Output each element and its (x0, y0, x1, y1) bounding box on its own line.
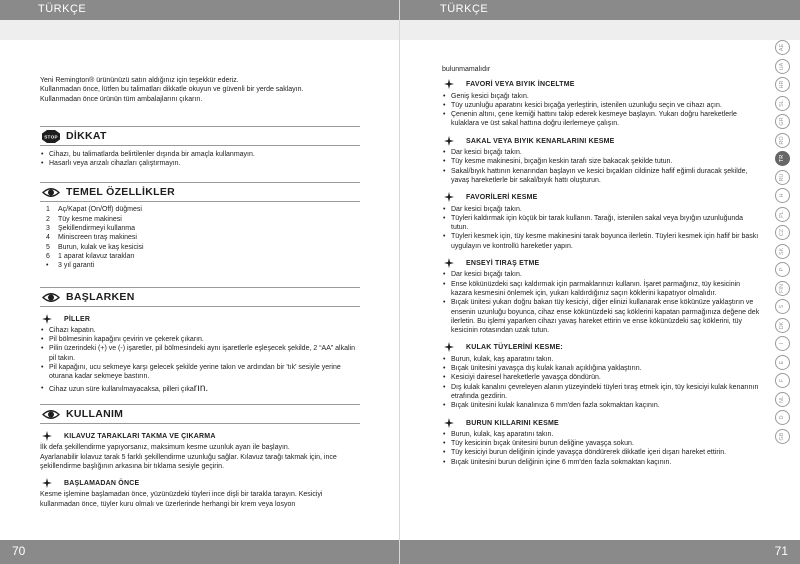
guide-combs-text-2: Ayarlanabilir kılavuz tarak 5 farklı şekillendirme uzunluğu sağlar. Kılavuz tarağı takmak için, ince şekillendirme başlığının arkasına bir tıklama sesiyle geçirin. (40, 453, 337, 470)
sparkle-icon (444, 418, 454, 428)
header-subbar-right (400, 20, 800, 40)
language-tab-gb[interactable]: GB (775, 429, 790, 444)
language-tab-sl[interactable]: SL (775, 96, 790, 111)
caution-heading (40, 126, 360, 146)
features-heading (40, 182, 360, 202)
continuation-text: bulunmamalıdır (442, 66, 491, 73)
language-tab-ae[interactable]: AE (775, 40, 790, 55)
header-bar-right (400, 0, 800, 20)
feature-item-4: 4 Miniscreen tıraş makinesi (46, 234, 137, 242)
language-tab-i[interactable]: I (775, 336, 790, 351)
footer-bar-left (0, 540, 400, 564)
language-tab-cz[interactable]: CZ (775, 225, 790, 240)
feature-item-5: 5 Burun, kulak ve kaş kesicisi (46, 243, 144, 251)
list-item: • Cihazı kapatın. (40, 326, 360, 335)
list-item: • Tüy kesiciyi burun deliğinin içinde yavaşça döndürerek dikkatle içeri dışarı hareket ettirin. (442, 448, 760, 457)
caution-list (40, 150, 360, 169)
language-tab-p[interactable]: P (775, 262, 790, 277)
guide-combs-heading: KILAVUZ TARAKLARI TAKMA VE ÇIKARMA (40, 432, 360, 441)
list-item: • Bıçak ünitesini burun deliğinin içine 6 mm'den fazla sokmaktan kaçının. (442, 458, 760, 467)
sparkle-icon (42, 478, 52, 488)
sparkle-icon (444, 192, 454, 202)
eye-icon (42, 408, 60, 421)
guide-combs-text-1: İlk defa şekillendirme yapıyorsanız, maksimum kesme uzunluk ayarı ile başlayın. (40, 444, 290, 452)
getting-started-title: BAŞLARKEN (66, 290, 135, 303)
intro-line-3: Kullanmadan önce ürünün tüm ambalajlarını çıkarın. (40, 95, 203, 103)
list-item: • Hasarlı veya arızalı cihazları çalıştırmayın. (40, 159, 360, 168)
list-item: • Pil bölmesinin kapağını çevirin ve çekerek çıkarın. (40, 335, 360, 344)
feature-item-3: 3 Şekillendirmeyi kullanma (46, 225, 136, 233)
intro-line-2: Kullanmadan önce, lütfen bu talimatları dikkatle okuyun ve güvenli bir yerde saklayın. (40, 86, 304, 94)
list-item: • Tüyleri kaldırmak için küçük bir tarak kullanın. Tarağı, istenilen sakal veya bıyığın uzunluğunda tutun. (442, 214, 760, 233)
intro-line-1: Yeni Remington® ürününüzü satın aldığınız için teşekkür ederiz. (40, 77, 239, 84)
language-title-left: TÜRKÇE (38, 3, 87, 15)
section-heading: SAKAL VEYA BIYIK KENARLARINI KESME (442, 137, 760, 146)
language-title-right: TÜRKÇE (440, 3, 489, 15)
sparkle-icon (444, 342, 454, 352)
sparkle-icon (444, 79, 454, 89)
language-tab-ro[interactable]: RO (775, 133, 790, 148)
usage-heading (40, 404, 360, 424)
language-tab-dk[interactable]: DK (775, 318, 790, 333)
list-item: • Tüy kesme makinesini, bıçağın keskin tarafı size bakacak şekilde tutun. (442, 157, 760, 166)
eye-icon (42, 186, 60, 199)
right-content (442, 65, 760, 467)
page-number-left: 70 (12, 544, 26, 558)
batteries-heading: PİLLER (40, 315, 360, 324)
language-tab-f[interactable]: F (775, 373, 790, 388)
list-item: • Bıçak ünitesi yukarı doğru bakan tüy kesiciyi, diğer elinizi kullanarak ense kökünüze yaklaştırın ve ensenin uzunluğu boyunca, cihaz ense kökünüzdeki saç köklerini kapatan parmağınıza değene dek ilerletin. Bu işlemi yaparken cihazı yavaş hareket ettirin ve ense kökünüzdeki saç köklerini, tüy kesicinin rotasından uzak tutun. (442, 298, 760, 335)
batteries-list (40, 326, 360, 394)
page-number-right: 71 (774, 544, 788, 558)
caution-title: DİKKAT (66, 129, 107, 142)
sparkle-icon (444, 136, 454, 146)
list-item: • Dar kesici bıçağı takın. (442, 148, 760, 157)
language-tab-nl[interactable]: NL (775, 392, 790, 407)
language-tab-s[interactable]: S (775, 299, 790, 314)
list-item-last: • Cihaz uzun süre kullanılmayacaksa, pilleri çıkarın. (40, 384, 360, 394)
list-item: • Dar kesici bıçağı takın. (442, 205, 760, 214)
language-tab-ua[interactable]: UA (775, 59, 790, 74)
right-page (400, 0, 800, 564)
language-tab-ru[interactable]: RU (775, 170, 790, 185)
before-start-text: Kesme işlemine başlamadan önce, yüzünüzdeki tüyleri ince dişli bir tarakla tarayın. Kesiciyi kullanmadan önce, tüyler kuru olmalı ve üzerlerinde herhangi bir krem veya losyon (40, 491, 323, 508)
svg-text:STOP: STOP (44, 134, 58, 140)
section-heading: ENSEYİ TIRAŞ ETME (442, 259, 760, 268)
section-list (442, 205, 760, 251)
eye-icon (42, 291, 60, 304)
list-item: • Bıçak ünitesini kulak kanalınıza 6 mm'den fazla sokmaktan kaçının. (442, 401, 760, 410)
list-item: • Bıçak ünitesini yavaşça dış kulak kanalı açıklığına yaklaştırın. (442, 364, 760, 373)
features-title: TEMEL ÖZELLİKLER (66, 186, 176, 199)
list-item: • Tüy uzunluğu aparatını kesici bıçağa yerleştirin, istenilen uzunluğu seçin ve cihazı açın. (442, 101, 760, 110)
list-item: • Burun, kulak, kaş aparatını takın. (442, 430, 760, 439)
list-item: • Geniş kesici bıçağı takın. (442, 92, 760, 101)
language-tab-sk[interactable]: SK (775, 244, 790, 259)
language-tab-h[interactable]: H (775, 188, 790, 203)
list-item: • Çenenin altını, çene kemiği hattını takip ederek kesmeye başlayın. Yukarı doğru hareketlerle kulaklara ve üst sakal hattına doğru ilerlemeye çalışın. (442, 110, 760, 129)
language-tab-tr[interactable]: TR (775, 151, 790, 166)
list-item: • Pil kapağını, ucu sekmeye karşı gelecek şekilde yerine takın ve ardından bir 'tık' sesiyle yerine oturana kadar sekmeye bastırın. (40, 363, 360, 382)
list-item: • Dar kesici bıçağı takın. (442, 270, 760, 279)
feature-item-6: 6 1 aparat kılavuz tarakları (46, 252, 135, 260)
list-item: • Burun, kulak, kaş aparatını takın. (442, 355, 760, 364)
list-item: • Tüy kesicinin bıçak ünitesini burun deliğine yavaşça sokun. (442, 439, 760, 448)
section-heading: FAVORİ VEYA BIYIK İNCELTME (442, 80, 760, 89)
feature-item-warranty: • 3 yıl garanti (46, 262, 95, 270)
section-list (442, 148, 760, 185)
section-list (442, 270, 760, 335)
before-start-heading: BAŞLAMADAN ÖNCE (40, 479, 360, 488)
stop-icon (42, 130, 60, 143)
sparkle-icon (42, 431, 52, 441)
feature-item-1: 1 Aç/Kapat (On/Off) düğmesi (46, 206, 142, 214)
header-subbar-left (0, 20, 400, 40)
section-list (442, 92, 760, 129)
section-heading: BURUN KILLARINI KESME (442, 419, 760, 428)
language-tab-gr[interactable]: GR (775, 114, 790, 129)
section-list (442, 355, 760, 411)
section-heading: FAVORİLERİ KESME (442, 193, 760, 202)
section-heading: KULAK TÜYLERİNİ KESME: (442, 343, 760, 352)
sparkle-icon (42, 314, 52, 324)
language-tab-hr[interactable]: HR (775, 77, 790, 92)
language-tab-pl[interactable]: PL (775, 207, 790, 222)
language-tab-d[interactable]: D (775, 410, 790, 425)
language-tabs (775, 40, 791, 447)
header-bar-left (0, 0, 400, 20)
footer-bar-right (400, 540, 800, 564)
language-tab-fin[interactable]: FIN (775, 281, 790, 296)
list-item: • Tüyleri kesmek için, tüy kesme makinesini tarak boyunca ilerletin. Tüyleri kesmek için hafif bir baskı uygulayın ve kontrollü hareketler yapın. (442, 232, 760, 251)
list-item: • Dış kulak kanalını çevreleyen alanın yüzeyindeki tüyleri tıraş etmek için, tüy kesiciyi kulak kenarının etrafında gezdirin. (442, 383, 760, 402)
usage-title: KULLANIM (66, 407, 124, 420)
section-list (442, 430, 760, 467)
list-item: • Sakal/bıyık hattının kenarından başlayın ve kesici bıçakları cildinize hafif eğimli duracak şekilde, yavaş hareketlerle bir sakal/bıyık hattı oluşturun. (442, 167, 760, 186)
list-item: • Cihazı, bu talimatlarda belirtilenler dışında bir amaçla kullanmayın. (40, 150, 360, 159)
list-item: • Kesiciyi dairesel hareketlerle yavaşça döndürün. (442, 373, 760, 382)
getting-started-heading (40, 287, 360, 307)
features-list (40, 205, 360, 270)
feature-item-2: 2 Tüy kesme makinesi (46, 215, 122, 223)
list-item: • Pilin üzerindeki (+) ve (-) işaretler, pil bölmesindeki aynı işaretlerle eşleşecek şekilde, 2 “AA” alkalin pil takın. (40, 344, 360, 363)
list-item: • Ense kökünüzdeki saçı kaldırmak için parmaklarınızı kullanın. İşaret parmağınız, tüy kesicinin kazara kesmesini önlemek için, yukarı kaldırdığınız saçın köklerini kapatıyor olmalıdır. (442, 280, 760, 299)
sparkle-icon (444, 258, 454, 268)
left-content (40, 76, 360, 509)
language-tab-e[interactable]: E (775, 355, 790, 370)
